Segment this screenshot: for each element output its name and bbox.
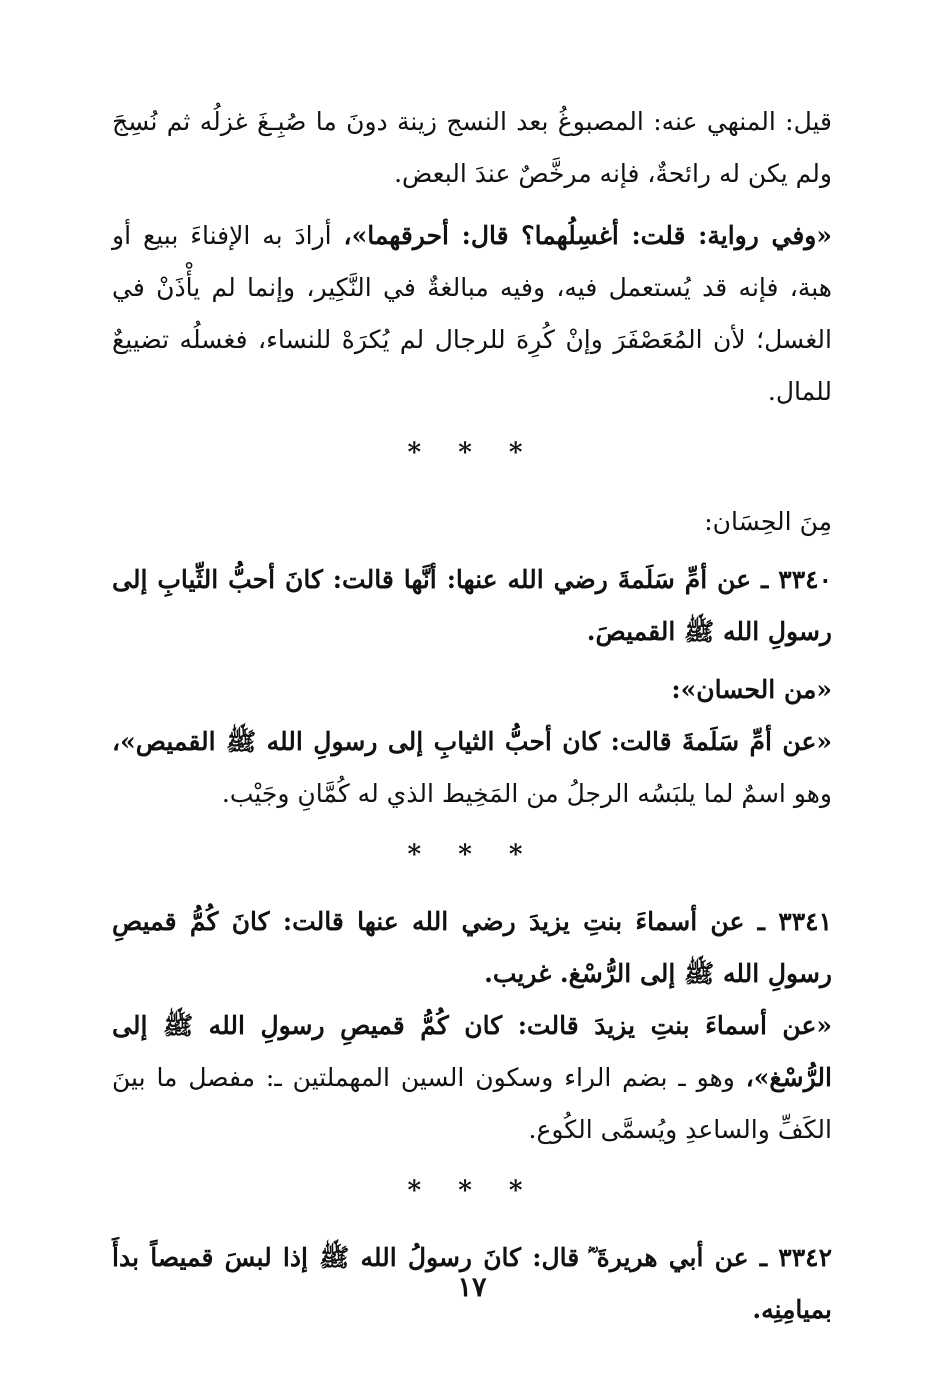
commentary-3340-quote: «عن أمِّ سَلَمةَ قالت: كان أحبُّ الثيابِ إلى رسولِ الله ﷺ القميص»،: [112, 727, 832, 756]
commentary-subhead-text: «من الحسان»:: [671, 675, 832, 704]
page-number: ١٧: [457, 1272, 487, 1303]
paragraph-riwaya: [112, 210, 832, 418]
riwaya-explanation: أرادَ به الإفناءَ ببيع أو هبة، فإنه قد يُستعمل فيه، وفيه مبالغةٌ في النَّكِير، وإنما لم يأْذَنْ في الغسل؛ لأن المُعَصْفَرَ وإنْ كُرِهَ للرجال لم يُكرَهْ للنساء، فغسلُه تضييعٌ للمال.: [112, 221, 832, 406]
section-separator: * * *: [407, 840, 537, 870]
commentary-3340-text: وهو اسمٌ لما يلبَسُه الرجلُ من المَخِيط الذي له كُمَّانِ وجَيْب.: [221, 779, 832, 808]
commentary-3341: [112, 1000, 832, 1156]
section-separator: * * *: [407, 438, 537, 468]
hadith-3341: ٣٣٤١ ـ عن أسماءَ بنتِ يزيدَ رضي الله عنها قالت: كانَ كُمُّ قميصِ رسولِ الله ﷺ إلى الرُّسْغ. غريب.: [112, 907, 832, 988]
commentary-subhead: [112, 664, 832, 716]
section-heading: مِنَ الحِسَان:: [704, 507, 832, 536]
paragraph-qila: [112, 96, 832, 200]
commentary-3341-text: وهو ـ بضم الراء وسكون السين المهملتين ـ: مفصل ما بينَ الكَفِّ والساعدِ ويُسمَّى الكُوع.: [112, 1063, 832, 1144]
riwaya-quote: «وفي رواية: قلت: أغسِلُهما؟ قال: أحرقهما»،: [343, 221, 832, 250]
commentary-3341-quote: «عن أسماءَ بنتِ يزيدَ قالت: كان كُمُّ قميصِ رسولِ الله ﷺ إلى الرُّسْغ»،: [112, 1011, 832, 1092]
document-page: [112, 96, 832, 1324]
paragraph-qila-text: قيل: المنهي عنه: المصبوغُ بعد النسج زينة دونَ ما صُبِـغَ غزلُه ثم نُسِجَ ولم يكن له رائحةٌ، فإنه مرخَّصٌ عندَ البعض.: [112, 107, 832, 188]
commentary-3340: [112, 716, 832, 820]
section-separator: * * *: [407, 1176, 537, 1206]
hadith-3342: ٣٣٤٢ ـ عن أبي هريرةَ ؓ قال: كانَ رسولُ الله ﷺ إذا لبسَ قميصاً بدأَ بميامِنِه.: [112, 1243, 832, 1324]
hadith-3340: ٣٣٤٠ ـ عن أمِّ سَلَمةَ رضي الله عنها: أنَّها قالت: كانَ أحبُّ الثِّيابِ إلى رسولِ الله ﷺ القميصَ.: [112, 565, 832, 646]
